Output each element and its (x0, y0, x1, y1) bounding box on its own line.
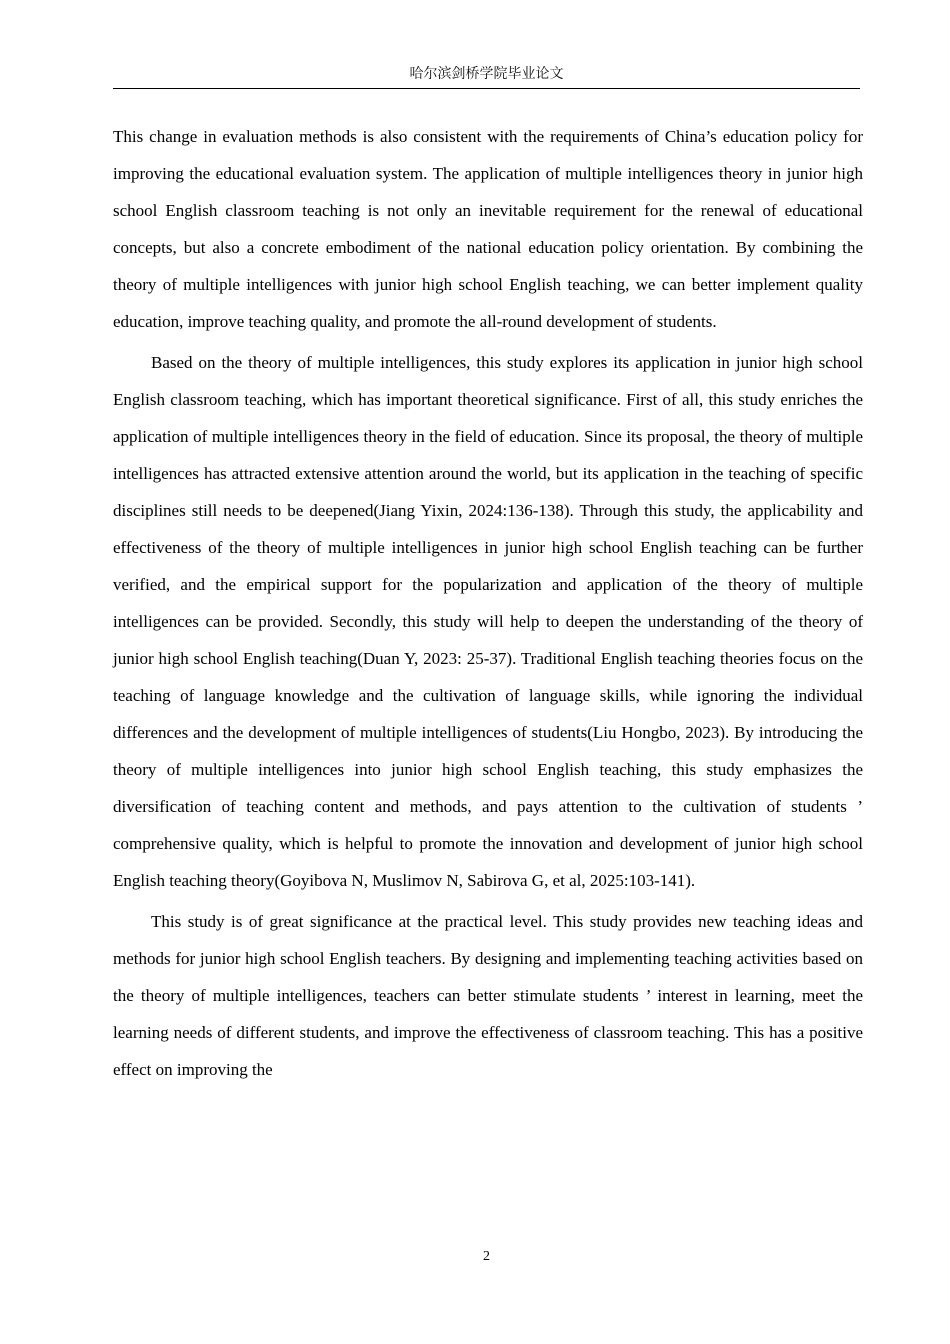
paragraph-evaluation-methods: This change in evaluation methods is also consistent with the requirements of China’s education policy for improving the educational evaluation system. The application of multiple intelligences theory in junior high school English classroom teaching is not only an inevitable requirement for the renewal of educational concepts, but also a concrete embodiment of the national education policy orientation. By combining the theory of multiple intelligences with junior high school English teaching, we can better implement quality education, improve teaching quality, and promote the all-round development of students. (113, 127, 863, 331)
page-header: 哈尔滨剑桥学院毕业论文 (409, 67, 564, 82)
paragraph-practical-significance: This study is of great significance at the practical level. This study provides new teaching ideas and methods for junior high school English teachers. By designing and implementing teaching activities based on the theory of multiple intelligences, teachers can better stimulate students ’ interest in learning, meet the learning needs of different students, and improve the effectiveness of classroom teaching. This has a positive effect on improving the (113, 912, 863, 1079)
paragraph-theoretical-significance: Based on the theory of multiple intelligences, this study explores its application in junior high school English classroom teaching, which has important theoretical significance. First of all, this study enriches the application of multiple intelligences theory in the field of education. Since its proposal, the theory of multiple intelligences has attracted extensive attention around the world, but its application in the teaching of specific disciplines still needs to be deepened(Jiang Yixin, 2024:136-138). Through this study, the applicability and effectiveness of the theory of multiple intelligences in junior high school English teaching can be further verified, and the empirical support for the popularization and application of the theory of multiple intelligences can be provided. Secondly, this study will help to deepen the understanding of the theory of junior high school English teaching(Duan Y, 2023: 25-37). Traditional English teaching theories focus on the teaching of language knowledge and the cultivation of language skills, while ignoring the individual differences and the development of multiple intelligences of students(Liu Hongbo, 2023). By introducing the theory of multiple intelligences into junior high school English teaching, this study emphasizes the diversification of teaching content and methods, and pays attention to the cultivation of students ’ comprehensive quality, which is helpful to promote the innovation and development of junior high school English teaching theory(Goyibova N, Muslimov N, Sabirova G, et al, 2025:103-141). (113, 353, 863, 890)
body-text (113, 118, 863, 1092)
header-divider (113, 88, 860, 89)
page-number: 2 (483, 1249, 490, 1264)
